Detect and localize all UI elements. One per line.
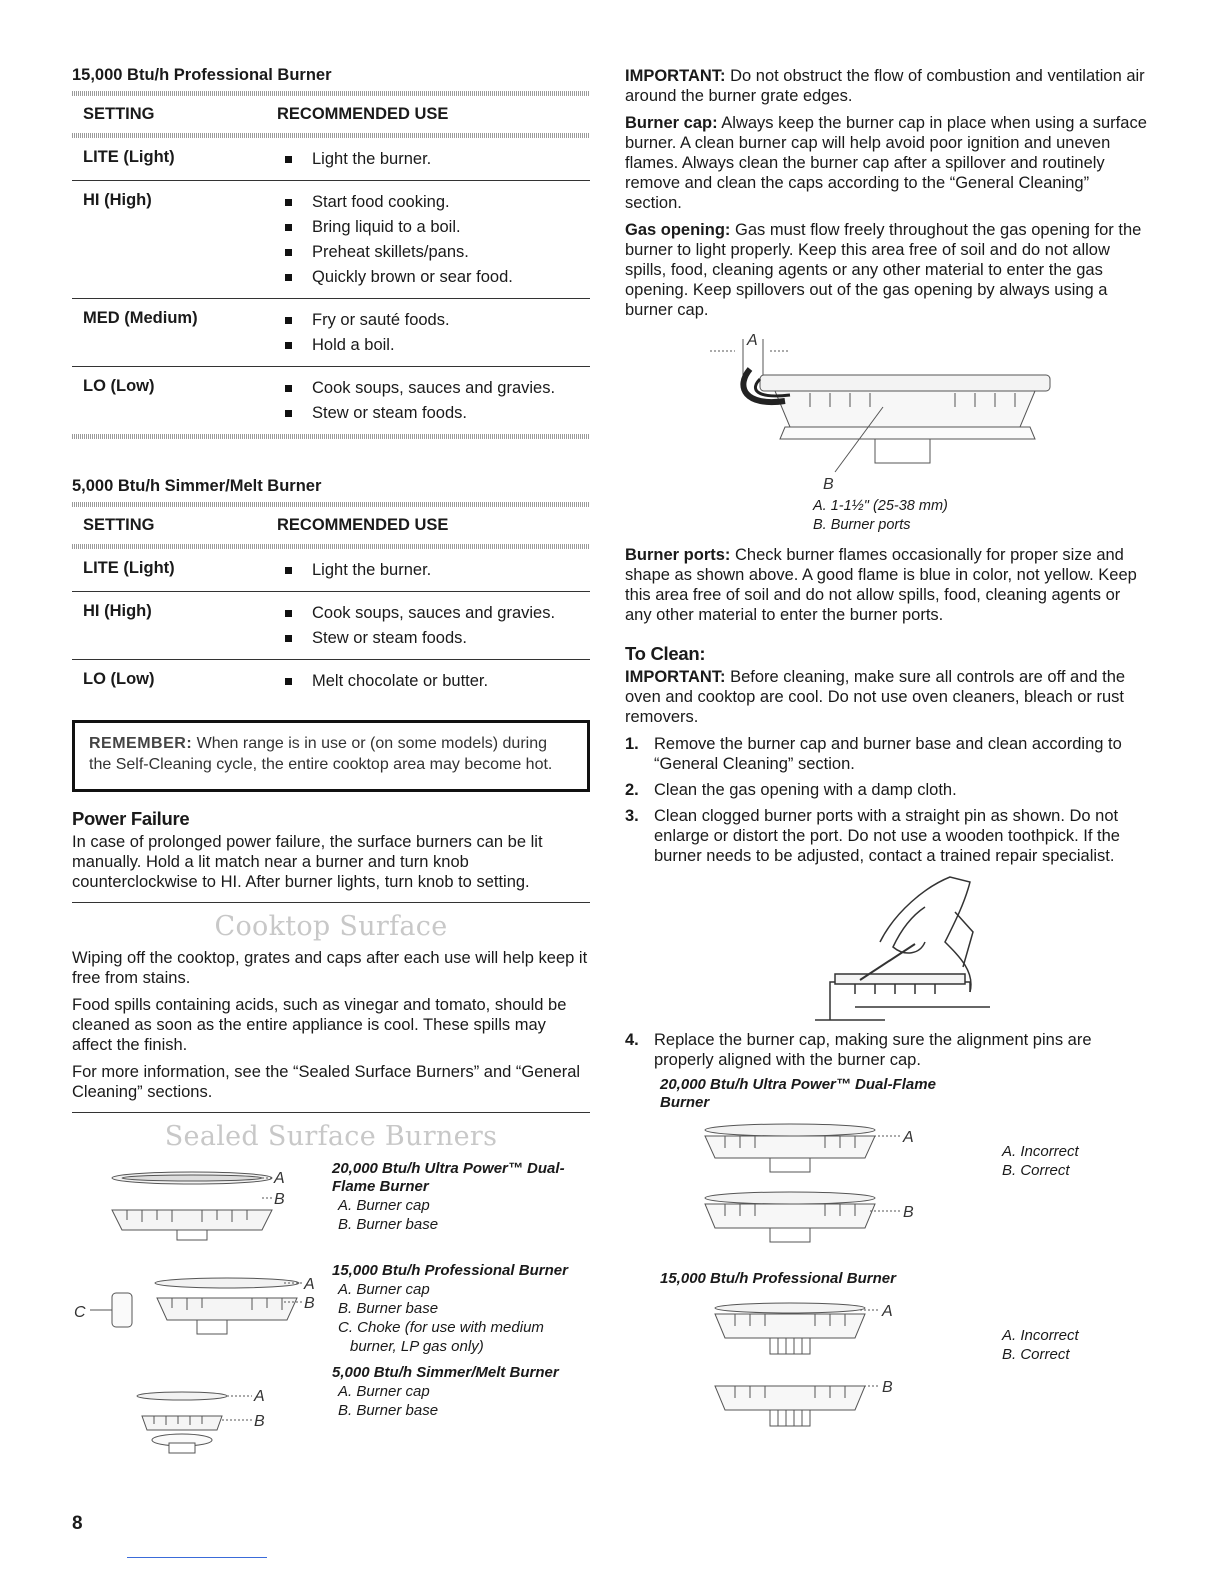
important-label: IMPORTANT: [625, 67, 726, 85]
table-title: 5,000 Btu/h Simmer/Melt Burner [72, 477, 322, 495]
caption-title: 20,000 Btu/h Ultra Power™ Dual-Flame Burner [660, 1076, 936, 1111]
label-b: B [254, 1413, 265, 1430]
simmer-burner-table [72, 477, 590, 702]
burner-ports-paragraph [625, 545, 1150, 625]
step-text: Clean the gas opening with a damp cloth. [654, 781, 957, 799]
bullet-icon [285, 385, 292, 392]
caption-item: C. Choke (for use with medium burner, LP gas only) [338, 1319, 544, 1355]
label-a: A [882, 1303, 893, 1320]
important-text: Do not obstruct the flow of combustion and ventilation air around the burner grate edges. [625, 67, 1145, 105]
burner-cap-text: Always keep the burner cap in place when using a surface burner. A clean burner cap will help avoid poor ignition and uneven flames. Always clean the burner cap after a spillover and routinely remove and clean the caps according to the “General Cleaning” section. [625, 114, 1147, 212]
right-column [625, 66, 1150, 1446]
use-item: Fry or sauté foods. [312, 310, 450, 329]
setting-cell: LITE (Light) [83, 559, 175, 577]
bullet-icon [285, 317, 292, 324]
bullet-icon [285, 249, 292, 256]
fig-label-a: A [747, 332, 758, 349]
step-number: 4. [625, 1031, 639, 1049]
table-title: 15,000 Btu/h Professional Burner [72, 66, 332, 84]
burner-ports-label: Burner ports: [625, 546, 731, 564]
step-text: Replace the burner cap, making sure the alignment pins are properly aligned with the burner cap. [654, 1031, 1092, 1069]
list-item [625, 1030, 1150, 1070]
header-setting: SETTING [83, 105, 155, 123]
caption-item: A. Incorrect [1002, 1143, 1079, 1160]
use-item: Stew or steam foods. [312, 628, 467, 647]
fig-label-b: B [823, 476, 834, 493]
sealed-burners-captions [332, 1160, 592, 1420]
label-c: C [74, 1304, 86, 1321]
table-row [72, 298, 590, 366]
divider [72, 434, 590, 439]
caption-title: 15,000 Btu/h Professional Burner [660, 1270, 896, 1287]
bullet-icon [285, 610, 292, 617]
use-item: Stew or steam foods. [312, 403, 467, 422]
label-b: B [882, 1379, 893, 1396]
power-failure-heading: Power Failure [72, 808, 190, 829]
table-header [72, 96, 590, 133]
list-item [625, 780, 1150, 800]
table-row [72, 549, 590, 591]
table-row [72, 138, 590, 180]
important-note [625, 667, 1150, 727]
label-a: A [304, 1276, 315, 1293]
cooktop-surface-heading: Cooktop Surface [214, 911, 448, 942]
important-label: IMPORTANT: [625, 668, 726, 686]
remember-box [72, 720, 590, 792]
setting-cell: HI (High) [83, 191, 152, 209]
setting-cell: LO (Low) [83, 377, 155, 395]
caption-title: 15,000 Btu/h Professional Burner [332, 1262, 568, 1279]
professional-burner-table [72, 66, 590, 439]
use-item: Bring liquid to a boil. [312, 217, 461, 236]
caption-item: B. Correct [1002, 1346, 1070, 1363]
remember-text: When range is in use or (on some models) during the Self-Cleaning cycle, the entire cooktop area may become hot. [89, 735, 553, 773]
bullet-icon [285, 678, 292, 685]
bullet-icon [285, 199, 292, 206]
power-failure-text: In case of prolonged power failure, the surface burners can be lit manually. Hold a lit match near a burner and turn knob counterclockwise to HI. After burner lights, turn knob to setting. [72, 833, 543, 891]
left-column [72, 66, 590, 1468]
caption-item: B. Burner base [338, 1300, 439, 1317]
label-a: A [254, 1388, 265, 1405]
burner-ports-figure [625, 327, 1150, 545]
table-header [72, 507, 590, 544]
bullet-icon [285, 635, 292, 642]
use-item: Melt chocolate or butter. [312, 671, 489, 690]
dual-flame-alignment-diagram [680, 1116, 960, 1266]
cleaning-steps [625, 734, 1150, 866]
burner-diagrams [72, 1158, 322, 1468]
cleaning-steps [625, 1030, 1150, 1070]
remember-label: REMEMBER: [89, 735, 193, 752]
caption-item: A. Burner cap [338, 1197, 430, 1214]
caption-item: A. Burner cap [338, 1281, 430, 1298]
use-item: Preheat skillets/pans. [312, 242, 469, 261]
table-row [72, 366, 590, 434]
setting-cell: MED (Medium) [83, 309, 198, 327]
use-item: Quickly brown or sear food. [312, 267, 513, 286]
table-row [72, 591, 590, 659]
caption-item: B. Burner ports [813, 517, 911, 533]
table-row [72, 180, 590, 298]
caption-item: A. Burner cap [338, 1383, 430, 1400]
step-text: Clean clogged burner ports with a straight pin as shown. Do not enlarge or distort the port. Do not use a wooden toothpick. If the burner needs to be adjusted, contact a trained repair specialist. [654, 807, 1120, 865]
use-item: Start food cooking. [312, 192, 450, 211]
caption-item: B. Burner base [338, 1402, 439, 1419]
pin-cleaning-illustration [625, 872, 1150, 1022]
caption-item: A. Incorrect [1002, 1327, 1079, 1344]
step-number: 3. [625, 807, 639, 825]
burner-ports-caption [813, 497, 948, 535]
bullet-icon [285, 156, 292, 163]
to-clean-heading: To Clean: [625, 643, 706, 664]
burner-cap-label: Burner cap: [625, 114, 718, 132]
use-item: Cook soups, sauces and gravies. [312, 603, 556, 622]
list-item [625, 806, 1150, 866]
bullet-icon [285, 342, 292, 349]
important-text: Before cleaning, make sure all controls are off and the oven and cooktop are cool. Do not use oven cleaners, bleach or rust removers. [625, 668, 1126, 726]
professional-alignment-diagram [680, 1296, 960, 1446]
cooktop-paragraph: For more information, see the “Sealed Surface Burners” and “General Cleaning” sections. [72, 1063, 581, 1101]
divider [72, 902, 590, 903]
alignment-caption [1002, 1326, 1079, 1364]
cooktop-paragraph: Food spills containing acids, such as vinegar and tomato, should be cleaned as soon as the entire appliance is cool. These spills may affect the finish. [72, 996, 567, 1054]
label-a: A [274, 1170, 285, 1187]
caption-title: 5,000 Btu/h Simmer/Melt Burner [332, 1364, 559, 1381]
step-number: 1. [625, 735, 639, 753]
label-b: B [274, 1191, 285, 1208]
bullet-icon [285, 224, 292, 231]
header-setting: SETTING [83, 516, 155, 534]
use-item: Light the burner. [312, 149, 432, 168]
bullet-icon [285, 567, 292, 574]
gas-opening-label: Gas opening: [625, 221, 731, 239]
sealed-burners-heading: Sealed Surface Burners [164, 1121, 498, 1152]
alignment-caption [1002, 1142, 1079, 1180]
setting-cell: LO (Low) [83, 670, 155, 688]
alignment-figure [660, 1076, 1150, 1446]
gas-opening-text: Gas must flow freely throughout the gas opening for the burner to light properly. Keep this area free of soil and do not allow spills, food, cleaning agents or any other material to enter the gas opening. Keep spillovers out of the gas opening by always using a burner cap. [625, 221, 1142, 319]
divider [72, 1112, 590, 1113]
use-item: Light the burner. [312, 560, 432, 579]
cooktop-paragraph: Wiping off the cooktop, grates and caps after each use will help keep it free from stains. [72, 949, 588, 987]
header-use: RECOMMENDED USE [277, 516, 449, 534]
divider [127, 1557, 267, 1558]
caption-item: B. Correct [1002, 1162, 1070, 1179]
page-number: 8 [72, 1513, 83, 1534]
label-a: A [903, 1129, 914, 1146]
burner-cap-diagram [625, 327, 1150, 497]
gas-opening-paragraph [625, 220, 1150, 320]
label-b: B [304, 1295, 315, 1312]
bullet-icon [285, 410, 292, 417]
important-note [625, 66, 1150, 106]
caption-item: B. Burner base [338, 1216, 439, 1233]
table-row [72, 659, 590, 702]
burner-cap-paragraph [625, 113, 1150, 213]
burner-ports-text: Check burner flames occasionally for proper size and shape as shown above. A good flame is blue in color, not yellow. Keep this area free of soil and do not allow spills, food, cleaning agents or any other material to enter the burner ports. [625, 546, 1137, 624]
setting-cell: LITE (Light) [83, 148, 175, 166]
bullet-icon [285, 274, 292, 281]
use-item: Cook soups, sauces and gravies. [312, 378, 556, 397]
setting-cell: HI (High) [83, 602, 152, 620]
list-item [625, 734, 1150, 774]
caption-title: 20,000 Btu/h Ultra Power™ Dual-Flame Burner [332, 1160, 565, 1195]
use-item: Hold a boil. [312, 335, 395, 354]
caption-item: A. 1-1½" (25-38 mm) [813, 498, 948, 514]
header-use: RECOMMENDED USE [277, 105, 449, 123]
step-number: 2. [625, 781, 639, 799]
label-b: B [903, 1204, 914, 1221]
step-text: Remove the burner cap and burner base and clean according to “General Cleaning” section. [654, 735, 1122, 773]
sealed-burners-figure [72, 1158, 590, 1468]
